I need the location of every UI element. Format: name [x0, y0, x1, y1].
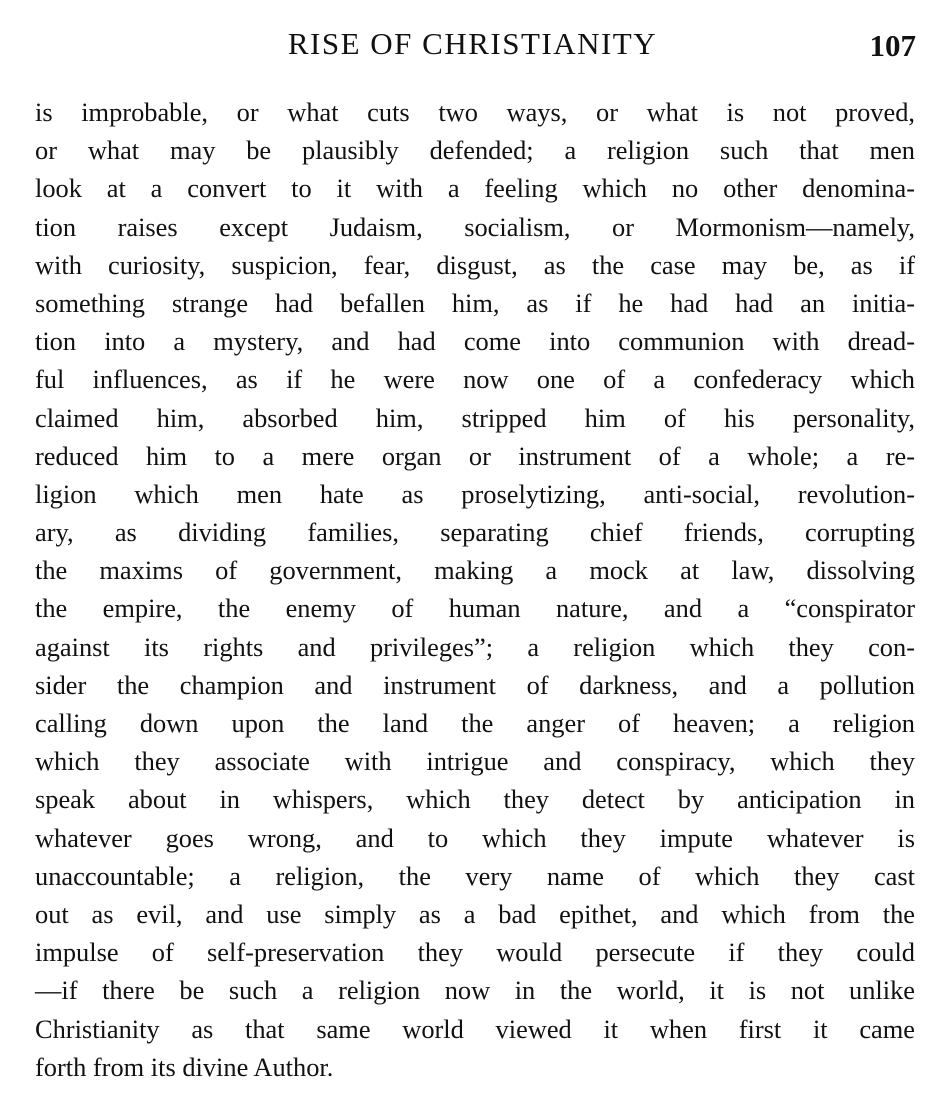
text-line: ligion which men hate as proselytizing, anti-social, revolution-: [35, 478, 915, 509]
text-line: ful influences, as if he were now one of a confederacy which: [35, 364, 915, 395]
text-line: calling down upon the land the anger of heaven; a religion: [35, 708, 915, 738]
text-line: claimed him, absorbed him, stripped him of his personality,: [35, 402, 915, 433]
running-title: RISE OF CHRISTIANITY: [287, 26, 658, 61]
text-line: out as evil, and use simply as a bad epithet, and which from the: [35, 898, 915, 929]
text-line: tion raises except Judaism, socialism, or Mormonism—namely,: [35, 211, 915, 242]
text-line: ary, as dividing families, separating chief friends, corrupting: [35, 517, 915, 548]
running-head: [0, 26, 950, 70]
text-line: tion into a mystery, and had come into communion with dread-: [35, 326, 915, 357]
text-line: forth from its divine Author.: [35, 1051, 334, 1082]
text-line: whatever goes wrong, and to which they impute whatever is: [35, 822, 915, 853]
text-line: which they associate with intrigue and conspiracy, which they: [35, 746, 915, 777]
page-number: 107: [869, 28, 916, 63]
text-line: Christianity as that same world viewed it when first it came: [35, 1013, 915, 1044]
text-line: unaccountable; a religion, the very name of which they cast: [35, 860, 915, 891]
text-line: impulse of self-preservation they would persecute if they could: [35, 937, 915, 968]
text-line: or what may be plausibly defended; a religion such that men: [35, 135, 915, 166]
text-line: look at a convert to it with a feeling which no other denomina-: [35, 173, 915, 204]
text-line: reduced him to a mere organ or instrument of a whole; a re-: [35, 440, 915, 471]
text-line: sider the champion and instrument of darkness, and a pollution: [35, 669, 915, 700]
text-line: something strange had befallen him, as if he had had an initia-: [35, 287, 915, 318]
text-line: against its rights and privileges”; a religion which they con-: [35, 631, 915, 662]
text-line: speak about in whispers, which they detect by anticipation in: [35, 784, 915, 815]
body-paragraph: [35, 93, 915, 1086]
text-line: the maxims of government, making a mock at law, dissolving: [35, 555, 915, 586]
text-line: the empire, the enemy of human nature, and a “conspirator: [35, 593, 915, 624]
text-line: —if there be such a religion now in the world, it is not unlike: [35, 975, 915, 1006]
text-line: with curiosity, suspicion, fear, disgust, as the case may be, as if: [35, 249, 915, 280]
text-line: is improbable, or what cuts two ways, or what is not proved,: [35, 97, 915, 127]
